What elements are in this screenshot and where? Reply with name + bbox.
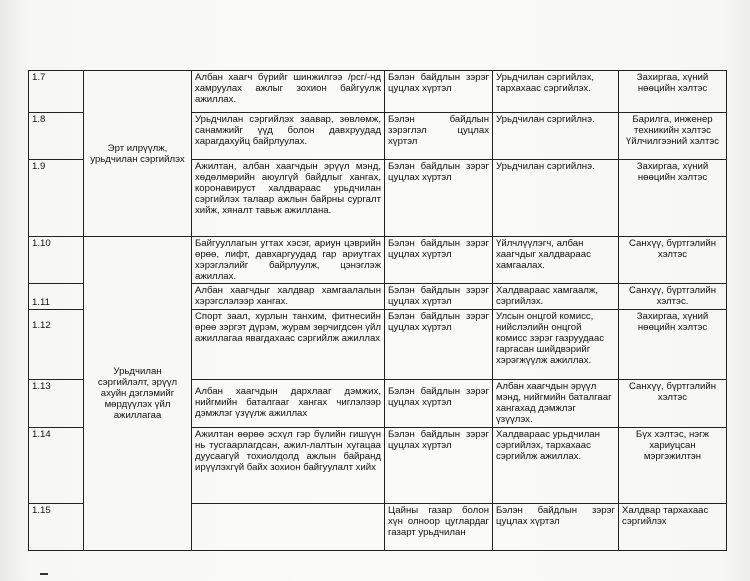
result-cell: Урьдчилан сэргийлнэ. <box>493 160 619 237</box>
row-number: 1.10 <box>29 237 84 284</box>
deadline-cell: Бэлэн байдлын зэрэг цуцлах хүртэл <box>385 160 493 237</box>
activity-cell: Ажилтан өөрөө эсхүл гэр бүлийн гишүүн нь тусгаарлагдсан, ажил-лалтын хугацаа дуусаагүй тохиолдолд ажлын байранд ирүүлэхгүй байх зохион байгуулалт хийх <box>192 428 385 504</box>
responsible-cell: Санхүү, бүртгэлийн хэлтэс. <box>619 284 727 310</box>
activity-cell: Албан хаагч бүрийг шинжилгээ /рсг/-нд хамруулах ажлыг зохион байгуулж ажиллах. <box>192 71 385 113</box>
result-cell: Урьдчилан сэргийлэх, тархахаас сэргийлэх. <box>493 71 619 113</box>
scan-mark <box>40 573 48 575</box>
row-number: 1.9 <box>29 160 84 237</box>
activity-cell: Ажилтан, албан хаагчдын эрүүл мэнд, хөдөлмөрийн аюулгүй байдлыг хангах, коронавируст халдвараас урьдчилан сэргийлэх талаар ажлын байрны сургалт хийж, хяналт тавьж ажиллана. <box>192 160 385 237</box>
responsible-cell: Бүх хэлтэс, нэгж хариуцсан мэргэжилтэн <box>619 428 727 504</box>
activity-cell: Байгууллагын угтах хэсэг, ариун цэврийн өрөө, лифт, давхаргуудад гар ариутгах хэрэглэлийг байрлуулж, цэнэглэж ажиллах. <box>192 237 385 284</box>
row-number: 1.12 <box>29 310 84 380</box>
result-cell: Халдвар тархахаас сэргийлэх <box>619 504 727 551</box>
deadline-cell: Бэлэн байдлын зэрэг цуцлах хүртэл <box>385 237 493 284</box>
result-cell: Үйлчлүүлэгч, албан хаагчдыг халдвараас хамгаалах. <box>493 237 619 284</box>
row-number: 1.13 <box>29 380 84 428</box>
responsible-cell: Захиргаа, хүний нөөцийн хэлтэс <box>619 310 727 380</box>
activity-cell: Цайны газар болон хүн олноор цуглардаг газарт урьдчилан <box>385 504 493 551</box>
activity-cell: Албан хаагчдын дархлааг дэмжих, нийгмийн баталгааг хангах чиглэлээр дэмжлэг үзүүлж ажиллах <box>192 380 385 428</box>
deadline-cell: Бэлэн байдлын зэрэг цуцлах хүртэл <box>493 504 619 551</box>
result-cell: Халдвараас урьдчилан сэргийлэх, тархахаас сэргийлж ажиллах. <box>493 428 619 504</box>
responsible-cell: Барилга, инженер техникийн хэлтэс Үйлчилгээний хэлтэс <box>619 113 727 160</box>
responsible-cell: Захиргаа, хүний нөөцийн хэлтэс <box>619 71 727 113</box>
deadline-cell: Бэлэн байдлын зэрэг цуцлах хүртэл <box>385 310 493 380</box>
result-cell: Улсын онцгой комисс, нийслэлийн онцгой комисс зэрэг газруудаас гаргасан шийдвэрийг хэрэгжүүлж ажиллах. <box>493 310 619 380</box>
action-plan-table <box>28 70 727 551</box>
deadline-cell: Бэлэн байдлын зэрэг цуцлах хүртэл <box>385 284 493 310</box>
responsible-cell: Захиргаа, хүний нөөцийн хэлтэс <box>619 160 727 237</box>
result-cell: Урьдчилан сэргийлнэ. <box>493 113 619 160</box>
deadline-cell: Бэлэн байдлын зэрэг цуцлах хүртэл <box>385 428 493 504</box>
result-cell: Албан хаагчдын эрүүл мэнд, нийгмийн баталгааг хангахад дэмжлэг үзүүлэх. <box>493 380 619 428</box>
responsible-cell: Санхүү, бүртгэлийн хэлтэс <box>619 237 727 284</box>
row-number: 1.11 <box>29 284 84 310</box>
table-row <box>29 237 727 284</box>
category-continuation <box>192 504 385 551</box>
deadline-cell: Бэлэн байдлын зэрэг цуцлах хүртэл <box>385 71 493 113</box>
deadline-cell: Бэлэн байдлын зэрэглэл цуцлах хүртэл <box>385 113 493 160</box>
row-number: 1.8 <box>29 113 84 160</box>
row-number: 1.7 <box>29 71 84 113</box>
responsible-cell: Санхүү, бүртгэлийн хэлтэс <box>619 380 727 428</box>
result-cell: Халдвараас хамгаалж, сэргийлэх. <box>493 284 619 310</box>
activity-cell: Спорт заал, хурлын танхим, фитнесийн өрөө зэргэт дүрэм, журам зөрчигдсөн үйл ажиллагаа явагдахаас сэргийлж ажиллах <box>192 310 385 380</box>
category-early-detection: Эрт илрүүлж, урьдчилан сэргийлэх <box>84 71 192 237</box>
activity-cell: Урьдчилан сэргийлэх заавар, зөвлөмж, санамжийг үүд болон давхруудад харагдахуйц байрлуулах. <box>192 113 385 160</box>
row-number: 1.15 <box>29 504 84 551</box>
table-row <box>29 71 727 113</box>
activity-cell: Албан хаагчдыг халдвар хамгаалалын хэрэгслэлээр хангах. <box>192 284 385 310</box>
category-prevention-hygiene: Урьдчилан сэргийлэлт, эрүүл ахуйн дэглэмийг мөрдүүлэх үйл ажиллагаа <box>84 237 192 551</box>
row-number: 1.14 <box>29 428 84 504</box>
deadline-cell: Бэлэн байдлын зэрэг цуцлах хүртэл <box>385 380 493 428</box>
